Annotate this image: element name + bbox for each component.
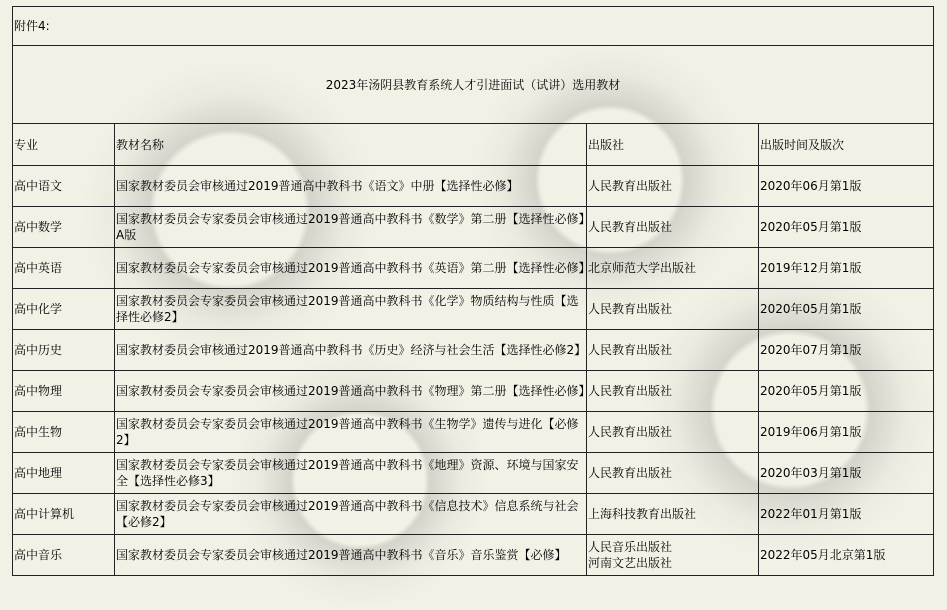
textbook-cell: 国家教材委员会专家委员会审核通过2019普通高中教科书《数学》第二册【选择性必修】A版 xyxy=(115,207,587,248)
publisher-cell xyxy=(587,207,759,248)
document-frame xyxy=(12,6,933,586)
textbook-cell: 国家教材委员会审核通过2019普通高中教科书《语文》中册【选择性必修】 xyxy=(115,166,587,207)
textbook-cell: 国家教材委员会专家委员会审核通过2019普通高中教科书《生物学》遗传与进化【必修2】 xyxy=(115,412,587,453)
textbook-table xyxy=(12,6,934,576)
publisher-name: 上海科技教育出版社 xyxy=(588,507,697,521)
edition-cell: 2020年05月第1版 xyxy=(759,289,934,330)
attachment-row xyxy=(13,7,934,46)
header-textbook: 教材名称 xyxy=(115,124,587,166)
publisher-name: 人民教育出版社 xyxy=(588,179,673,193)
subject-cell: 高中化学 xyxy=(13,289,115,330)
publisher-cell xyxy=(587,535,759,576)
subject-cell: 高中英语 xyxy=(13,248,115,289)
subject-cell: 高中生物 xyxy=(13,412,115,453)
attachment-label: 附件4: xyxy=(13,7,934,46)
table-row xyxy=(13,535,934,576)
subject-cell: 高中历史 xyxy=(13,330,115,371)
header-edition: 出版时间及版次 xyxy=(759,124,934,166)
publisher-cell xyxy=(587,248,759,289)
edition-cell: 2020年03月第1版 xyxy=(759,453,934,494)
publisher-name: 人民教育出版社 xyxy=(588,302,673,316)
publisher-name: 人民音乐出版社 xyxy=(588,540,673,554)
textbook-cell: 国家教材委员会专家委员会审核通过2019普通高中教科书《地理》资源、环境与国家安全【选择性必修3】 xyxy=(115,453,587,494)
subject-cell: 高中地理 xyxy=(13,453,115,494)
edition-cell: 2020年05月第1版 xyxy=(759,207,934,248)
textbook-cell: 国家教材委员会专家委员会审核通过2019普通高中教科书《信息技术》信息系统与社会【必修2】 xyxy=(115,494,587,535)
publisher-name: 北京师范大学出版社 xyxy=(588,261,697,275)
publisher-name: 人民教育出版社 xyxy=(588,425,673,439)
publisher-cell xyxy=(587,412,759,453)
edition-cell: 2019年06月第1版 xyxy=(759,412,934,453)
textbook-cell: 国家教材委员会专家委员会审核通过2019普通高中教科书《英语》第二册【选择性必修】 xyxy=(115,248,587,289)
header-subject: 专业 xyxy=(13,124,115,166)
table-row xyxy=(13,494,934,535)
table-row xyxy=(13,248,934,289)
subject-cell: 高中音乐 xyxy=(13,535,115,576)
header-publisher: 出版社 xyxy=(587,124,759,166)
edition-cell: 2022年05月北京第1版 xyxy=(759,535,934,576)
table-row xyxy=(13,371,934,412)
publisher-cell xyxy=(587,330,759,371)
publisher-cell xyxy=(587,289,759,330)
publisher-name: 人民教育出版社 xyxy=(588,220,673,234)
edition-cell: 2019年12月第1版 xyxy=(759,248,934,289)
edition-cell: 2020年06月第1版 xyxy=(759,166,934,207)
table-title: 2023年汤阴县教育系统人才引进面试（试讲）选用教材 xyxy=(13,46,934,124)
table-row xyxy=(13,207,934,248)
textbook-cell: 国家教材委员会专家委员会审核通过2019普通高中教科书《化学》物质结构与性质【选择性必修2】 xyxy=(115,289,587,330)
table-row xyxy=(13,166,934,207)
publisher-cell xyxy=(587,494,759,535)
publisher-name: 人民教育出版社 xyxy=(588,343,673,357)
edition-cell: 2020年07月第1版 xyxy=(759,330,934,371)
publisher-name: 人民教育出版社 xyxy=(588,384,673,398)
header-row xyxy=(13,124,934,166)
publisher-cell xyxy=(587,371,759,412)
subject-cell: 高中物理 xyxy=(13,371,115,412)
table-row xyxy=(13,330,934,371)
subject-cell: 高中计算机 xyxy=(13,494,115,535)
table-row xyxy=(13,289,934,330)
table-row xyxy=(13,453,934,494)
textbook-cell: 国家教材委员会专家委员会审核通过2019普通高中教科书《物理》第二册【选择性必修】 xyxy=(115,371,587,412)
subject-cell: 高中语文 xyxy=(13,166,115,207)
textbook-cell: 国家教材委员会专家委员会审核通过2019普通高中教科书《音乐》音乐鉴赏【必修】 xyxy=(115,535,587,576)
subject-cell: 高中数学 xyxy=(13,207,115,248)
edition-cell: 2020年05月第1版 xyxy=(759,371,934,412)
edition-cell: 2022年01月第1版 xyxy=(759,494,934,535)
table-row xyxy=(13,412,934,453)
textbook-cell: 国家教材委员会审核通过2019普通高中教科书《历史》经济与社会生活【选择性必修2】 xyxy=(115,330,587,371)
publisher-cell xyxy=(587,453,759,494)
title-row xyxy=(13,46,934,124)
publisher-name-secondary: 河南文艺出版社 xyxy=(588,556,673,570)
publisher-cell xyxy=(587,166,759,207)
publisher-name: 人民教育出版社 xyxy=(588,466,673,480)
